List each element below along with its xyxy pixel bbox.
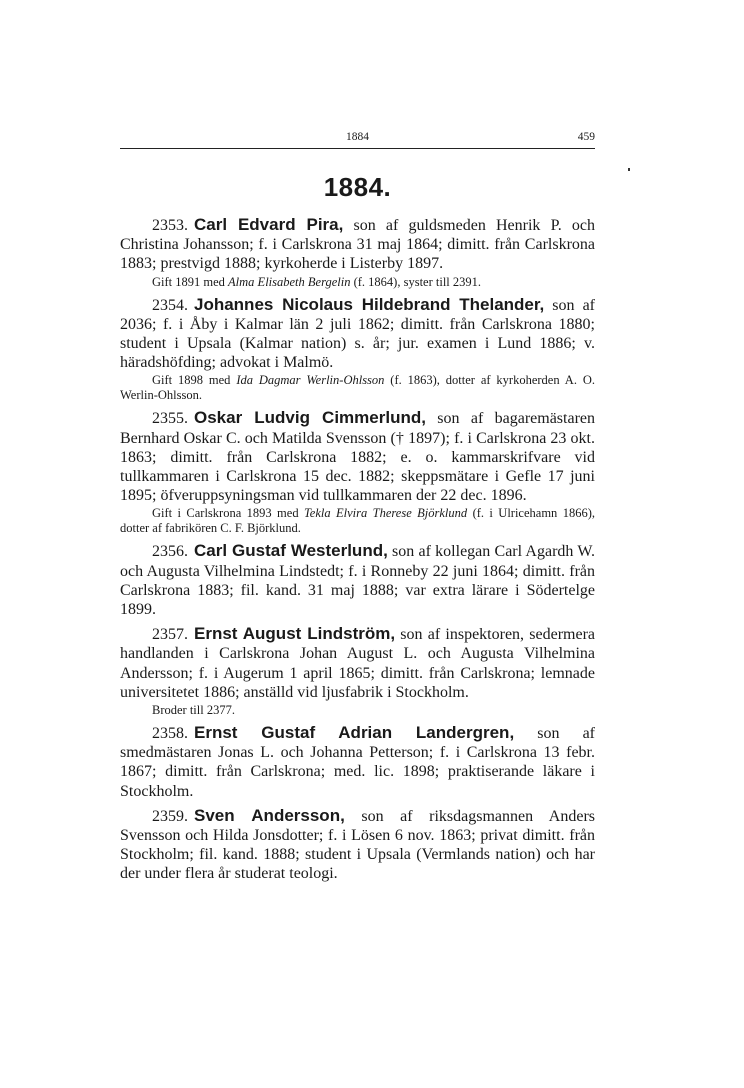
- entry-note: [120, 703, 595, 718]
- entry-text: son af smedmästaren Jonas L. och Johanna Petterson; f. i Carlskrona 13 febr. 1867; dimitt. från Carlskrona; med. lic. 1898; praktiserande läkare i Stockholm.: [120, 725, 595, 800]
- entry-note: [120, 373, 595, 403]
- entry-text: son af inspektoren, sedermera handlanden i Carlskrona Johan August L. och Augusta Vilhelmina Andersson; f. i Augerum 1 april 1865; dimitt. från Carlskrona; lemnade universitetet 1886; anställd vid ljusfabrik i Stockholm.: [120, 626, 595, 701]
- entry-name: Carl Edvard Pira,: [194, 215, 344, 234]
- page-number: 459: [577, 131, 595, 143]
- note-text: (f. i Ulricehamn 1866), dotter af fabrikören C. F. Björklund.: [120, 506, 595, 536]
- entry-name: Ernst Gustaf Adrian Landergren,: [194, 723, 515, 743]
- entry-name: Johannes Nicolaus Hildebrand Thelander,: [194, 294, 545, 314]
- header-rule: [120, 148, 595, 149]
- entry-number: 2355.: [152, 410, 188, 428]
- note-text: Broder till 2377.: [152, 703, 235, 718]
- entry-text: son af kollegan Carl Agardh W. och Augusta Vilhelmina Lindstedt; f. i Ronneby 22 juni 1864; dimitt. från Carlskrona 1883; fil. kand. 31 maj 1888; var extra lärare i Södertelge 1899.: [120, 543, 595, 619]
- entry-number: 2356.: [152, 543, 188, 561]
- entry-name: Carl Gustaf Westerlund,: [194, 541, 388, 561]
- entry-text: son af riksdagsmannen Anders Svensson och Hilda Jonsdotter; f. i Lösen 6 nov. 1863; privat dimitt. från Stockholm; fil. kand. 1888; student i Upsala (Vermlands nation) och har der under flera år studerat teologi.: [120, 807, 595, 883]
- entry-number: 2358.: [152, 725, 188, 743]
- note-text: Gift i Carlskrona 1893 med: [152, 506, 304, 521]
- print-speck: [628, 168, 630, 171]
- running-head: [120, 131, 595, 147]
- entry-2357: [120, 624, 595, 702]
- entry-2354: [120, 295, 595, 373]
- entry-note: [120, 275, 595, 290]
- entry-text: son af guldsmeden Henrik P. och Christina Johansson; f. i Carlskrona 31 maj 1864; dimitt. från Carlskrona 1883; prestvigd 1888; kyrkoherde i Listerby 1897.: [120, 217, 595, 273]
- note-text: Gift 1891 med: [152, 274, 229, 289]
- note-text: (f. 1863), dotter af kyrkoherden A. O. Werlin-Ohlsson.: [120, 373, 595, 403]
- entries-list: [120, 215, 595, 884]
- entry-text: son af bagaremästaren Bernhard Oskar C. och Matilda Svensson († 1897); f. i Carlskrona 23 okt. 1863; dimitt. från Carlskrona 1882; e. o. kammarskrifvare vid tullkammaren i Carlskrona 15 dec. 1882; skeppsmätare i Gefle 17 juni 1895; öfveruppsyningsman vid tullkammaren der 22 dec. 1896.: [120, 410, 596, 505]
- entry-2358: [120, 723, 595, 801]
- entry-2359: [120, 806, 595, 884]
- entry-name: Oskar Ludvig Cimmerlund,: [194, 408, 426, 428]
- entry-note: [120, 506, 595, 536]
- entry-number: 2359.: [152, 807, 188, 825]
- year-heading: 1884.: [323, 172, 392, 202]
- entry-name: Sven Andersson,: [194, 805, 345, 825]
- note-text: Gift 1898 med: [152, 373, 237, 388]
- note-text: (f. 1864), syster till 2391.: [350, 274, 482, 289]
- entry-number: 2354.: [152, 296, 188, 314]
- entry-2355: [120, 408, 595, 505]
- entry-2353: [120, 215, 595, 274]
- entry-2356: [120, 541, 595, 619]
- note-spouse-name: Tekla Elvira Therese Björklund: [303, 506, 468, 521]
- note-spouse-name: Ida Dagmar Werlin-Ohlsson: [236, 373, 385, 388]
- running-head-title: 1884: [346, 131, 369, 143]
- entry-number: 2357.: [152, 626, 188, 644]
- entry-number: 2353.: [152, 217, 188, 234]
- entry-name: Ernst August Lindström,: [194, 624, 396, 644]
- note-spouse-name: Alma Elisabeth Bergelin: [228, 274, 351, 289]
- entry-text: son af 2036; f. i Åby i Kalmar län 2 juli 1862; dimitt. från Carlskrona 1880; student i Upsala (Kalmar nation) s. år; jur. examen i Lund 1886; v. häradshöfding; advokat i Malmö.: [120, 296, 595, 372]
